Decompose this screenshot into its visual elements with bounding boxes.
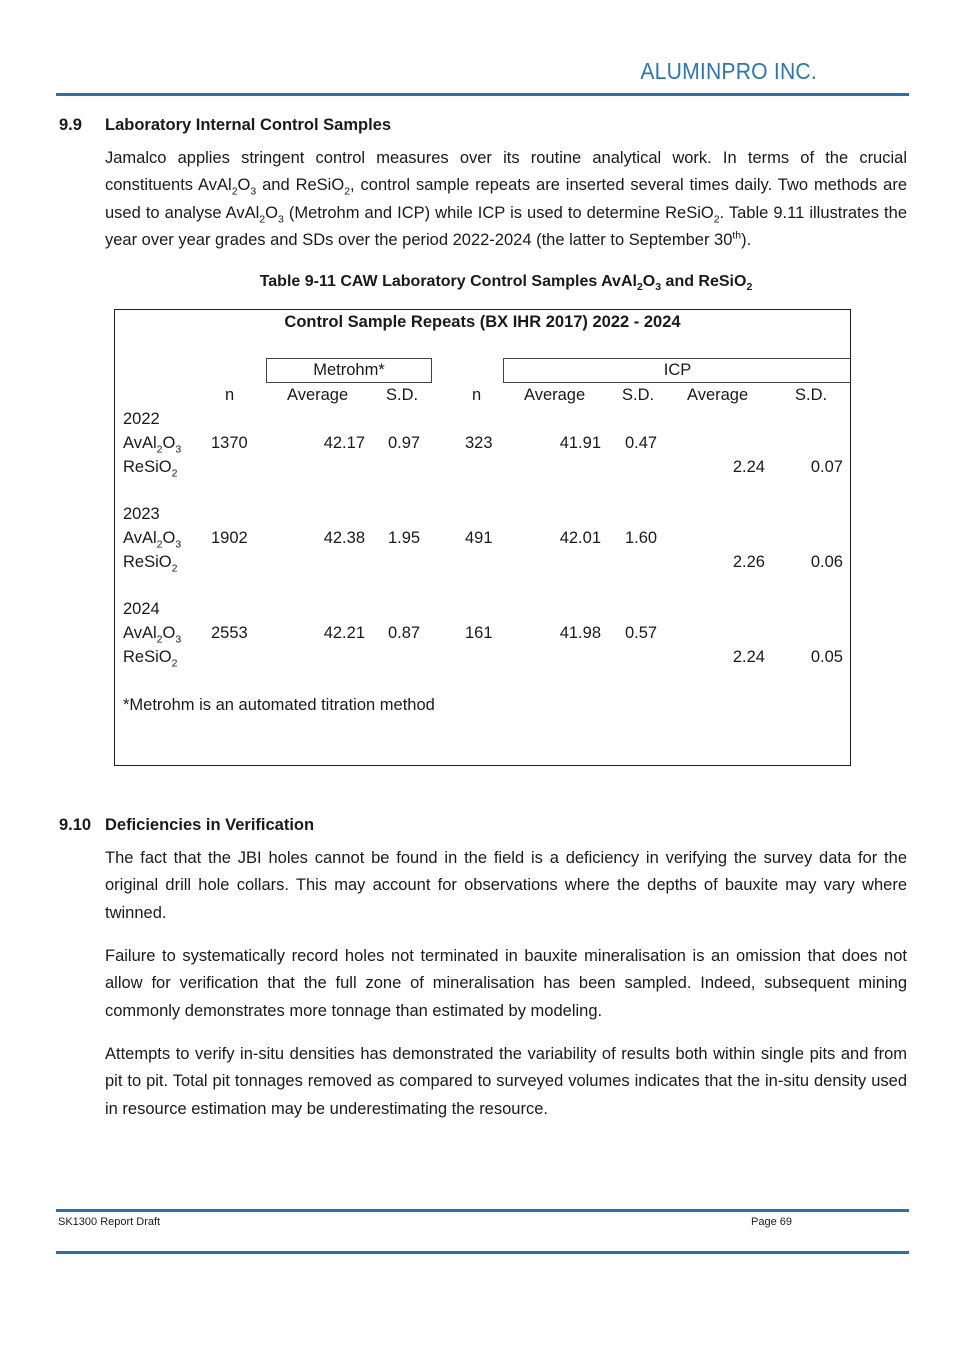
metrohm-n: 1370	[211, 434, 248, 452]
metrohm-n: 1902	[211, 529, 248, 547]
resio-sd: 0.05	[810, 648, 843, 666]
analyte-label: ReSiO$_2$	[123, 648, 178, 670]
metrohm-average: 42.38	[323, 529, 365, 547]
paragraph-densities: Attempts to verify in-situ densities has demonstrated the variability of results both within single pits and from pit to pit. Total pit tonnages removed as compared to surveyed volumes indicates that the in-situ density used in resource estimation may be underestimating the resource.	[105, 1045, 907, 1118]
col-header: n	[472, 386, 482, 404]
section-title: Laboratory Internal Control Samples	[105, 116, 392, 134]
section-title: Deficiencies in Verification	[105, 816, 315, 834]
icp-average: 41.98	[559, 624, 601, 642]
icp-average: 41.91	[559, 434, 601, 452]
icp-n: 323	[465, 434, 493, 452]
header-rule	[56, 93, 909, 96]
analyte-label: ReSiO$_2$	[123, 553, 178, 575]
section-number: 9.9	[59, 116, 82, 134]
resio-sd: 0.07	[810, 458, 843, 476]
icp-sd: 1.60	[625, 529, 658, 547]
col-header: Average	[524, 386, 586, 404]
col-header: n	[225, 386, 235, 404]
section-heading-9-9	[59, 116, 391, 135]
icp-average: 42.01	[559, 529, 601, 547]
paragraph-control-measures: Jamalco applies stringent control measures over its routine analytical work. In terms of the crucial constituents $AvAl_2O_3$ and ReSiO$_2$, control sample repeats are inserted several times daily. Two methods are used to analyse $AvAl_2O_3$ (Metrohm and ICP) while ICP is used to determine ReSiO$_2$. Table 9.11 illustrates the year over year grades and SDs over the period 2022-2024 (the latter to September 30th).	[105, 149, 907, 249]
icp-group-header: ICP	[503, 358, 851, 383]
icp-n: 491	[465, 529, 493, 547]
footer-rule-top	[56, 1209, 909, 1212]
analyte-label: $AvAl_2O_3$	[123, 624, 182, 646]
year-label: 2022	[123, 410, 160, 428]
footer-rule-bottom	[56, 1251, 909, 1254]
paragraph-jbi-holes: The fact that the JBI holes cannot be found in the field is a deficiency in verifying the survey data for the original drill hole collars. This may account for observations where the depths of bauxite may vary where twinned.	[105, 849, 907, 922]
table-footnote: *Metrohm is an automated titration method	[123, 696, 435, 714]
metrohm-group-header: Metrohm*	[266, 358, 432, 383]
metrohm-sd: 0.97	[388, 434, 421, 452]
footer-page-number: Page 69	[751, 1216, 792, 1228]
section-number: 9.10	[59, 816, 92, 834]
icp-sd: 0.47	[625, 434, 658, 452]
company-name: ALUMINPRO INC.	[640, 58, 817, 84]
col-header: S.D.	[795, 386, 828, 404]
resio-sd: 0.06	[810, 553, 843, 571]
resio-average: 2.24	[732, 648, 765, 666]
metrohm-average: 42.21	[323, 624, 365, 642]
table-caption: Table 9-11 CAW Laboratory Control Samples $AvAl_2O_3$ and ReSiO$_2$	[259, 273, 753, 294]
col-header: S.D.	[386, 386, 419, 404]
year-label: 2024	[123, 600, 160, 618]
metrohm-sd: 0.87	[388, 624, 421, 642]
col-header: Average	[287, 386, 349, 404]
analyte-label: $AvAl_2O_3$	[123, 529, 182, 551]
metrohm-average: 42.17	[323, 434, 365, 452]
paragraph-mineralisation: Failure to systematically record holes not terminated in bauxite mineralisation is an omission that does not allow for verification that the full zone of mineralisation has been sampled. Indeed, subsequent mining commonly demonstrates more tonnage than estimated by modeling.	[105, 947, 907, 1020]
analyte-label: $AvAl_2O_3$	[123, 434, 182, 456]
metrohm-n: 2553	[211, 624, 248, 642]
resio-average: 2.24	[732, 458, 765, 476]
col-header: S.D.	[622, 386, 655, 404]
col-header: Average	[687, 386, 749, 404]
section-heading-9-10	[59, 816, 314, 835]
control-sample-table	[114, 309, 851, 766]
year-label: 2023	[123, 505, 160, 523]
icp-n: 161	[465, 624, 493, 642]
footer-report-name: SK1300 Report Draft	[58, 1216, 161, 1228]
icp-sd: 0.57	[625, 624, 658, 642]
metrohm-sd: 1.95	[388, 529, 421, 547]
analyte-label: ReSiO$_2$	[123, 458, 178, 480]
resio-average: 2.26	[732, 553, 765, 571]
table-title: Control Sample Repeats (BX IHR 2017) 2022 - 2024	[284, 313, 681, 331]
